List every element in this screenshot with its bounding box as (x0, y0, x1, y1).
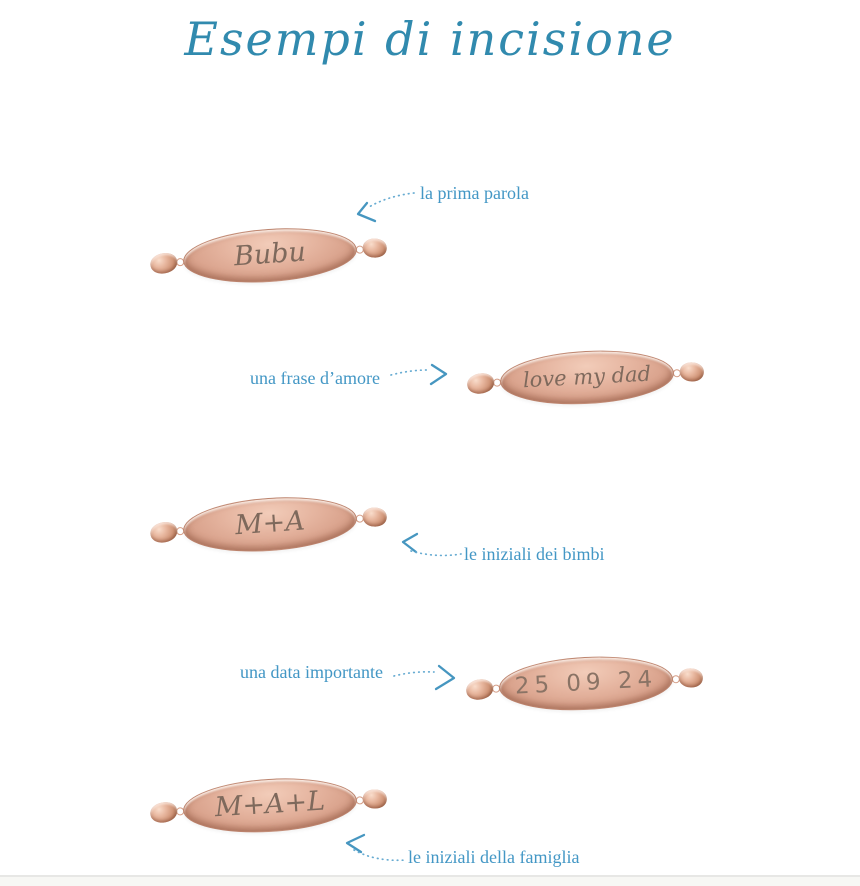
arrow-dotted-line (411, 551, 461, 555)
clasp-bead-icon (362, 238, 387, 258)
engraving-text: Bubu (232, 236, 307, 273)
annotation-family-initials: le iniziali della famiglia (408, 847, 580, 867)
arrow-head-icon (347, 835, 364, 852)
clasp-bead-icon (464, 677, 494, 702)
bracelet-plate (498, 652, 675, 714)
arrow-dotted-line (369, 193, 414, 207)
next-section-edge (0, 877, 860, 886)
bracelet-first-word (148, 221, 388, 290)
clasp-bead-icon (362, 507, 387, 527)
engraving-text: M+A+L (213, 785, 326, 824)
arrow-dotted-line (394, 672, 434, 676)
arrow-head-icon (403, 534, 417, 552)
bracelet-plate (181, 492, 358, 557)
bracelet-plate (499, 346, 676, 408)
annotation-children-initials: le iniziali dei bimbi (464, 544, 605, 564)
clasp-bead-icon (679, 362, 704, 382)
engraving-text: 25 09 24 (514, 665, 658, 700)
page-title: Esempi di incisione (184, 12, 676, 66)
clasp-bead-icon (148, 799, 178, 824)
annotation-love-phrase: una frase d’amore (250, 368, 380, 388)
clasp-bead-icon (678, 668, 703, 688)
bracelet-plate (182, 774, 359, 838)
clasp-bead-icon (362, 789, 387, 809)
arrow-dotted-line (391, 370, 428, 375)
clasp-bead-icon (465, 371, 495, 396)
bracelet-plate (181, 223, 358, 288)
bracelet-family-initials (149, 772, 389, 839)
arrow-dotted-line (354, 850, 406, 860)
engraving-text: love my dad (522, 361, 652, 392)
bracelet-love-phrase (466, 345, 705, 410)
annotation-first-word: la prima parola (420, 183, 529, 203)
engraving-text: M+A (234, 505, 306, 542)
clasp-bead-icon (148, 519, 179, 544)
arrow-head-icon (431, 365, 446, 384)
annotation-important-date: una data importante (240, 662, 383, 682)
clasp-bead-icon (148, 250, 179, 275)
arrow-head-icon (436, 666, 454, 689)
arrow-head-icon (358, 203, 375, 221)
bracelet-important-date (465, 651, 704, 716)
bracelet-children-initials (148, 490, 388, 559)
